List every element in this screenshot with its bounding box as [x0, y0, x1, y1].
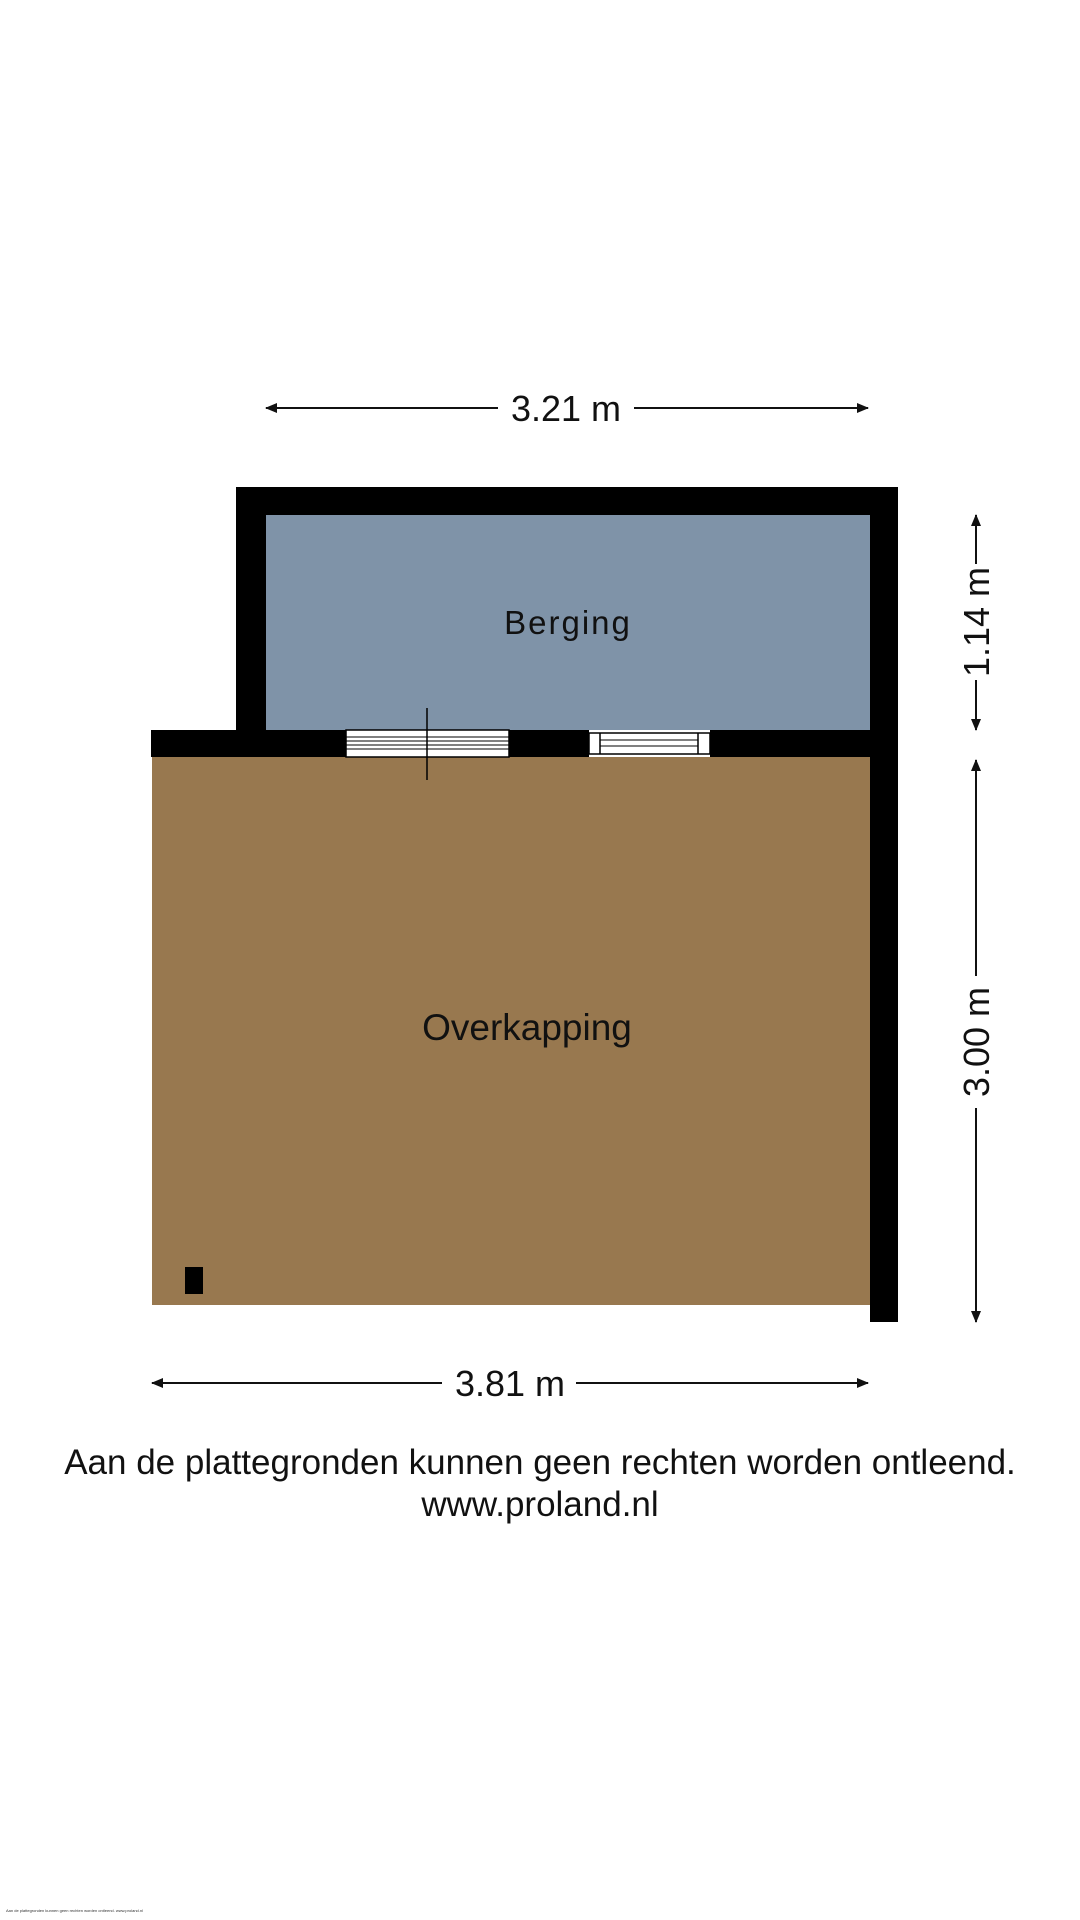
disclaimer-text: Aan de plattegronden kunnen geen rechten worden ontleend.	[64, 1443, 1016, 1482]
website-link[interactable]: www.proland.nl	[421, 1485, 659, 1524]
room-label-berging: Berging	[504, 604, 632, 641]
room-label-overkapping: Overkapping	[422, 1007, 632, 1048]
dimension-top-label: 3.21 m	[510, 388, 622, 429]
dimension-bottom-label: 3.81 m	[454, 1363, 566, 1404]
window-berging	[589, 733, 710, 754]
column	[185, 1267, 203, 1294]
dimension-right-upper-label: 1.14 m	[956, 566, 997, 678]
dimension-right-upper	[956, 515, 997, 730]
wall-left-berging	[236, 487, 266, 757]
dimension-right-lower	[956, 760, 997, 1322]
wall-middle-center	[509, 730, 589, 757]
fineprint-text: Aan de plattegronden kunnen geen rechten worden ontleend. www.proland.nl	[6, 1908, 143, 1913]
wall-top	[236, 487, 898, 515]
wall-middle-left	[151, 730, 346, 757]
dimension-right-lower-label: 3.00 m	[956, 986, 997, 1098]
dimension-bottom	[152, 1363, 868, 1404]
wall-middle-right	[710, 730, 870, 757]
dimension-top	[266, 388, 868, 429]
wall-right	[870, 487, 898, 1322]
